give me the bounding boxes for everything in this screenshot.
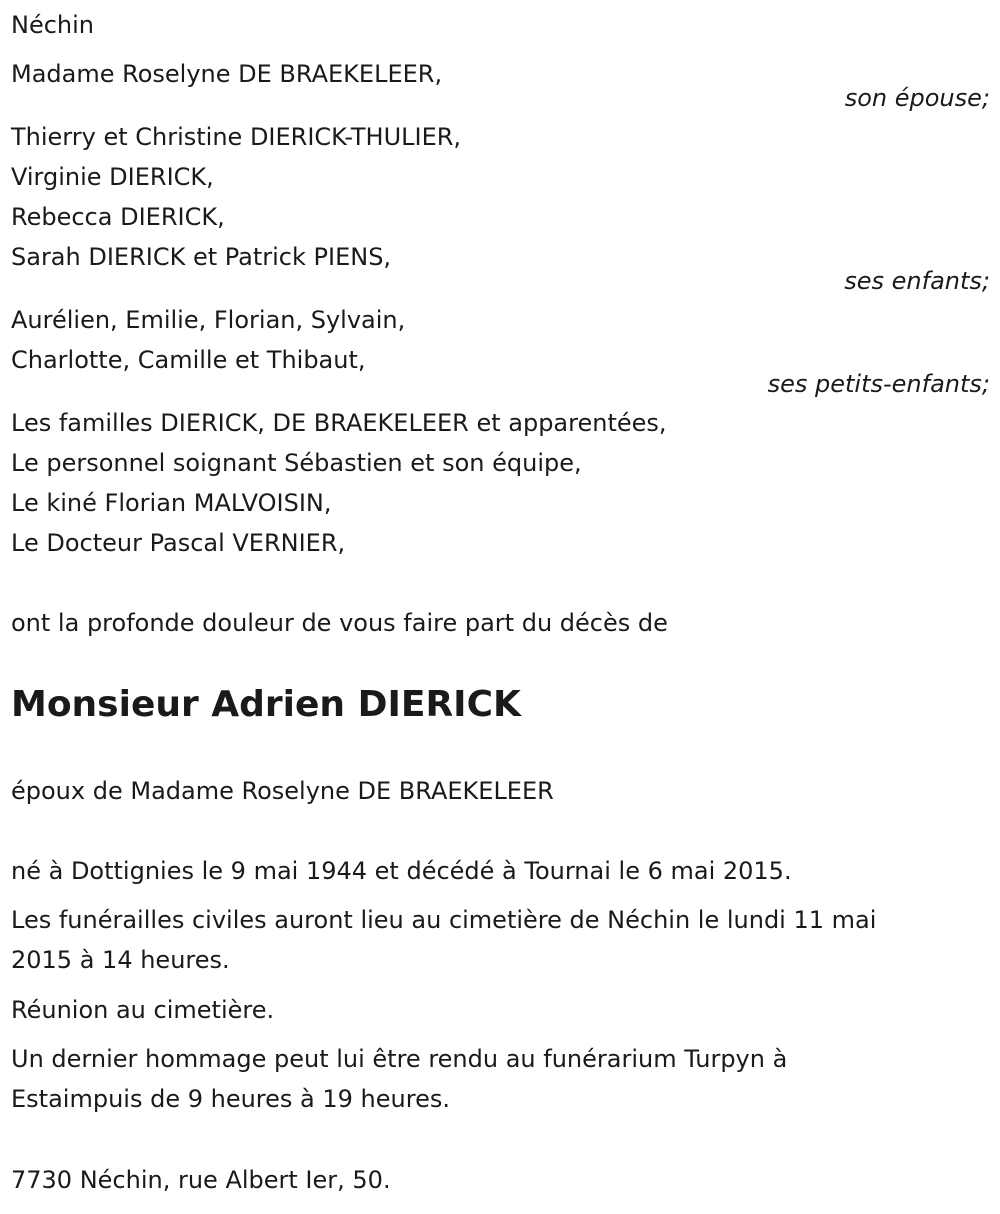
other-mourner-line: Le Docteur Pascal VERNIER, bbox=[11, 529, 346, 557]
spouse-of-text: époux de Madame Roselyne DE BRAEKELEER bbox=[11, 777, 554, 805]
spouse-role: son épouse; bbox=[844, 84, 990, 112]
spouse-name: Madame Roselyne DE BRAEKELEER, bbox=[11, 60, 443, 88]
tribute-text-line: Un dernier hommage peut lui être rendu au funérarium Turpyn à bbox=[11, 1045, 788, 1073]
child-line: Rebecca DIERICK, bbox=[11, 203, 225, 231]
announcement-text: ont la profonde douleur de vous faire part du décès de bbox=[11, 609, 668, 637]
funeral-text-line: 2015 à 14 heures. bbox=[11, 946, 230, 974]
other-mourner-line: Le personnel soignant Sébastien et son équipe, bbox=[11, 449, 582, 477]
other-mourner-line: Le kiné Florian MALVOISIN, bbox=[11, 489, 332, 517]
grandchild-line: Aurélien, Emilie, Florian, Sylvain, bbox=[11, 306, 406, 334]
place-name: Néchin bbox=[11, 11, 95, 39]
child-line: Sarah DIERICK et Patrick PIENS, bbox=[11, 243, 392, 271]
birth-death-text: né à Dottignies le 9 mai 1944 et décédé à Tournai le 6 mai 2015. bbox=[11, 857, 792, 885]
grandchild-line: Charlotte, Camille et Thibaut, bbox=[11, 346, 366, 374]
other-mourner-line: Les familles DIERICK, DE BRAEKELEER et apparentées, bbox=[11, 409, 667, 437]
tribute-text-line: Estaimpuis de 9 heures à 19 heures. bbox=[11, 1085, 450, 1113]
children-role: ses enfants; bbox=[844, 267, 990, 295]
address-text: 7730 Néchin, rue Albert Ier, 50. bbox=[11, 1166, 391, 1194]
child-line: Thierry et Christine DIERICK-THULIER, bbox=[11, 123, 462, 151]
meeting-text: Réunion au cimetière. bbox=[11, 996, 275, 1024]
child-line: Virginie DIERICK, bbox=[11, 163, 214, 191]
grandchildren-role: ses petits-enfants; bbox=[767, 370, 990, 398]
deceased-name: Monsieur Adrien DIERICK bbox=[11, 684, 521, 725]
funeral-text-line: Les funérailles civiles auront lieu au cimetière de Néchin le lundi 11 mai bbox=[11, 906, 877, 934]
